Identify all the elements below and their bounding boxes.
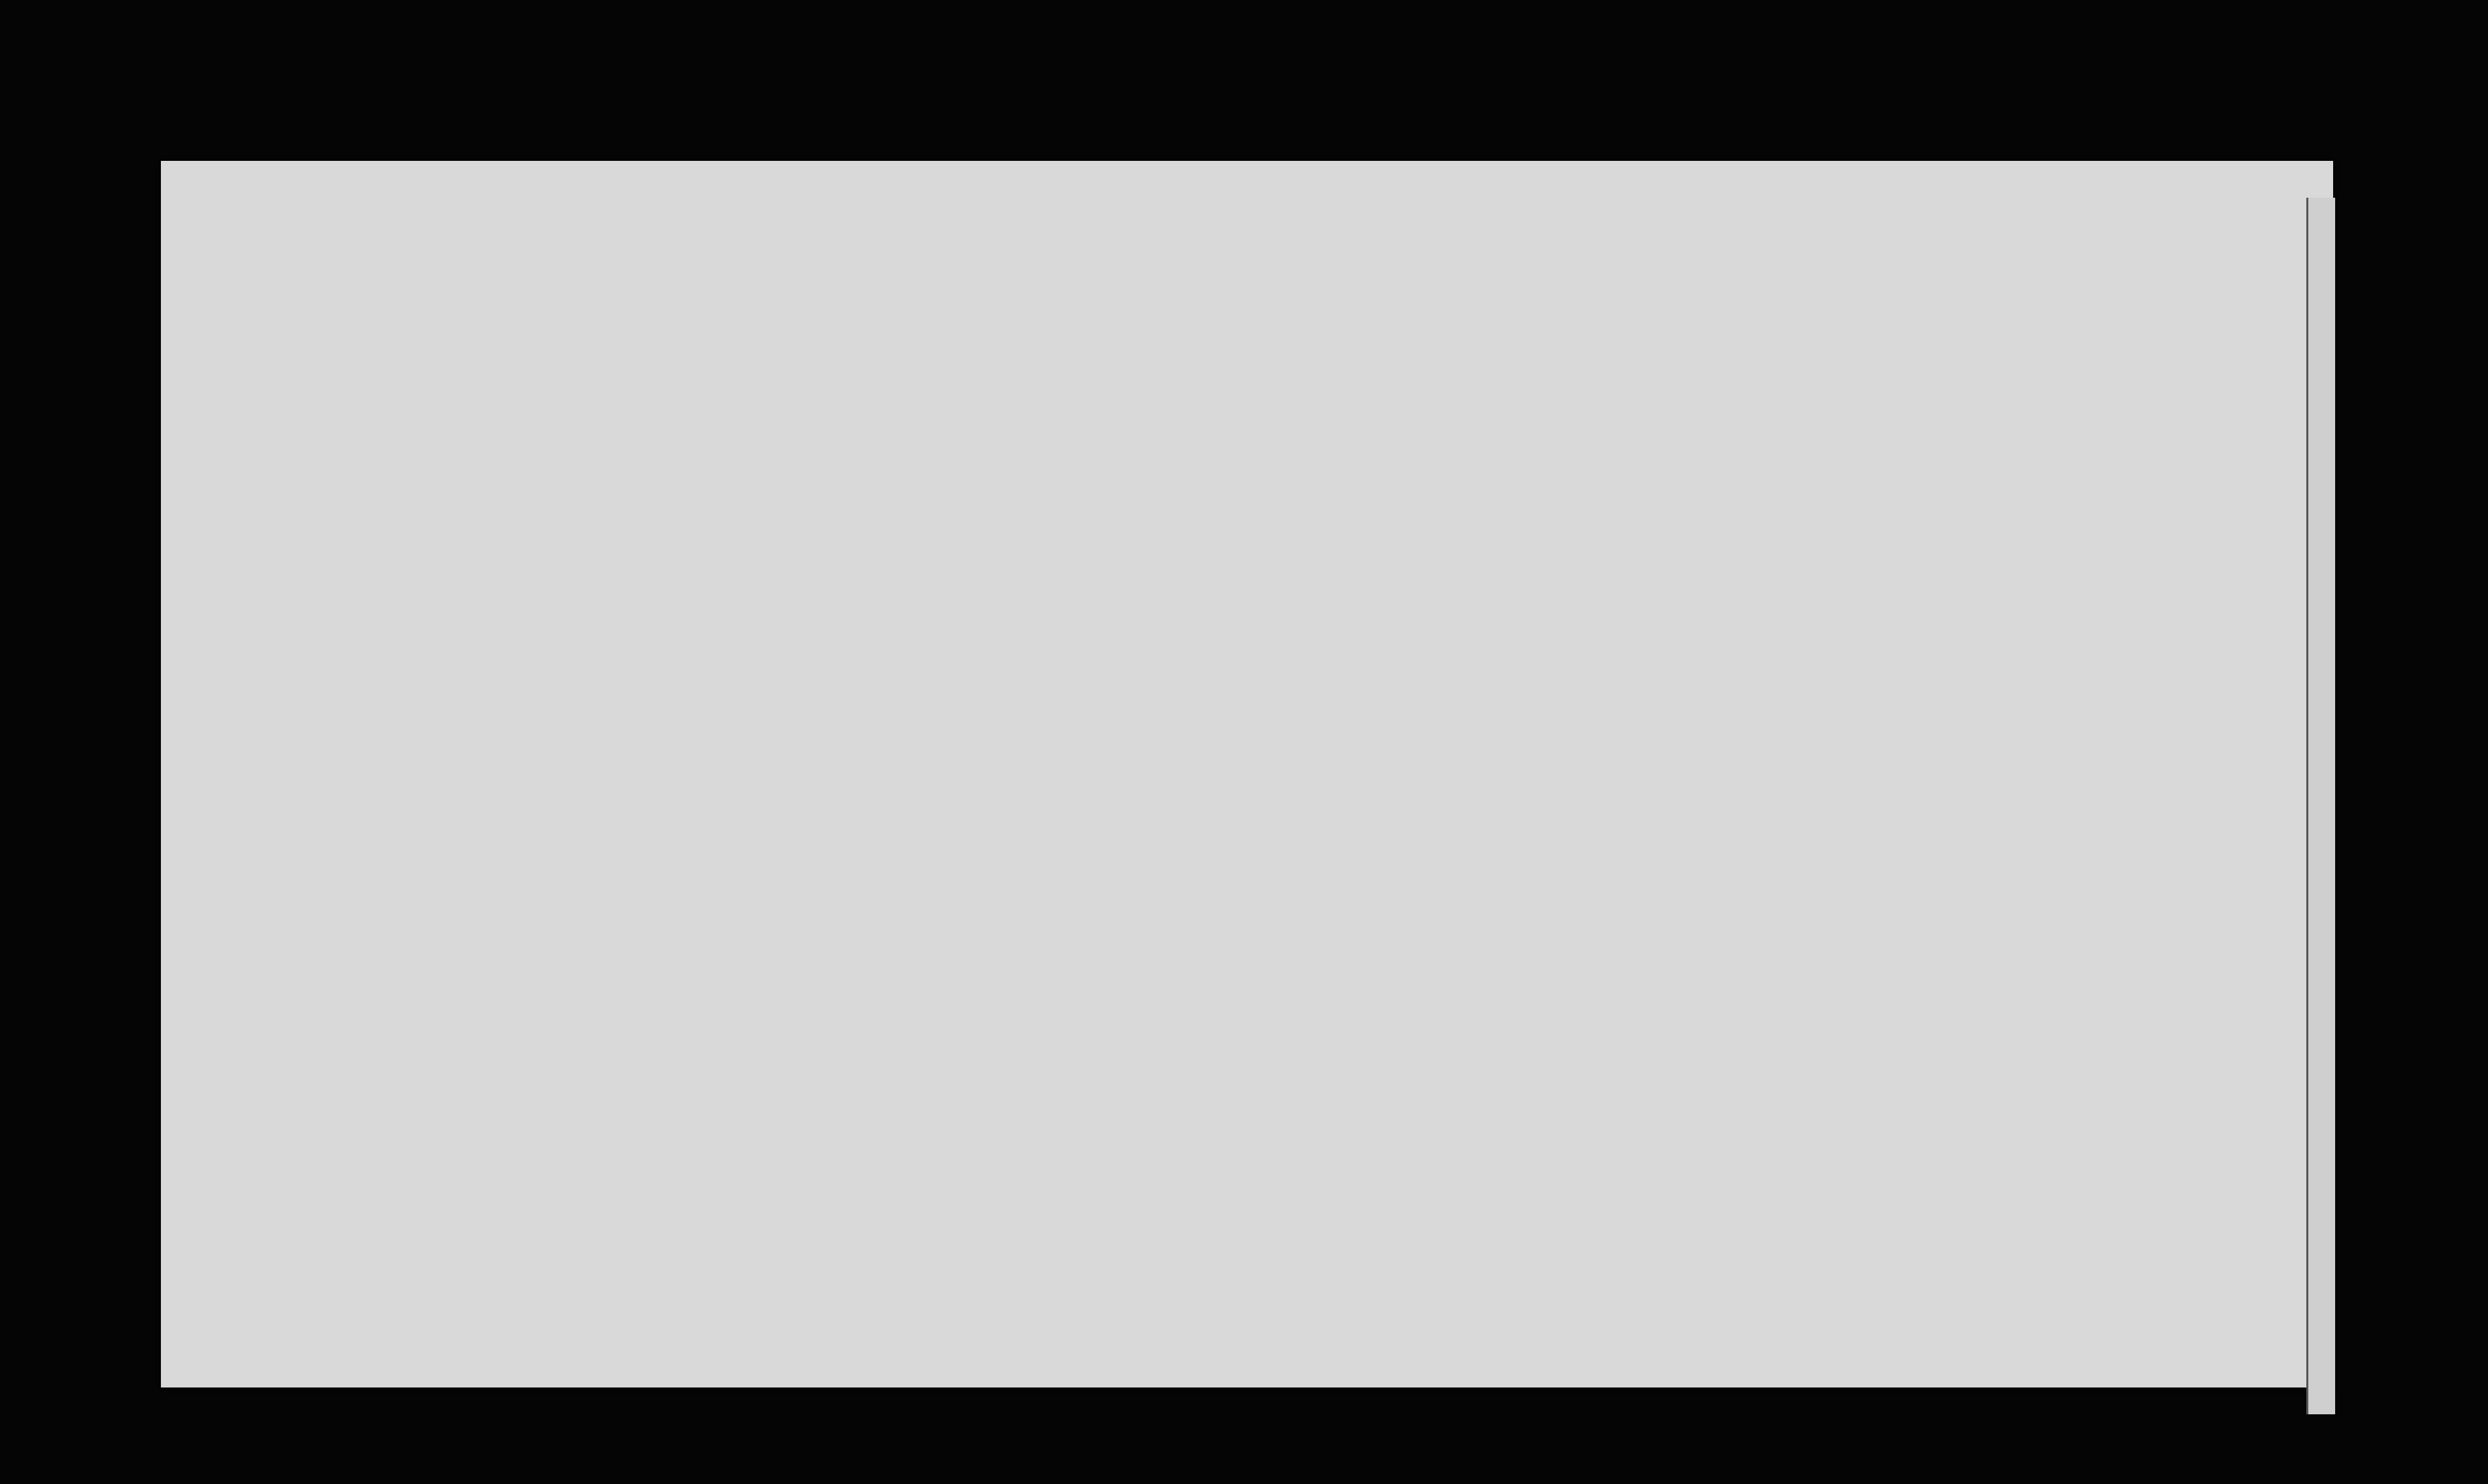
card-edge xyxy=(2306,198,2335,1414)
census-card xyxy=(161,161,2333,1387)
